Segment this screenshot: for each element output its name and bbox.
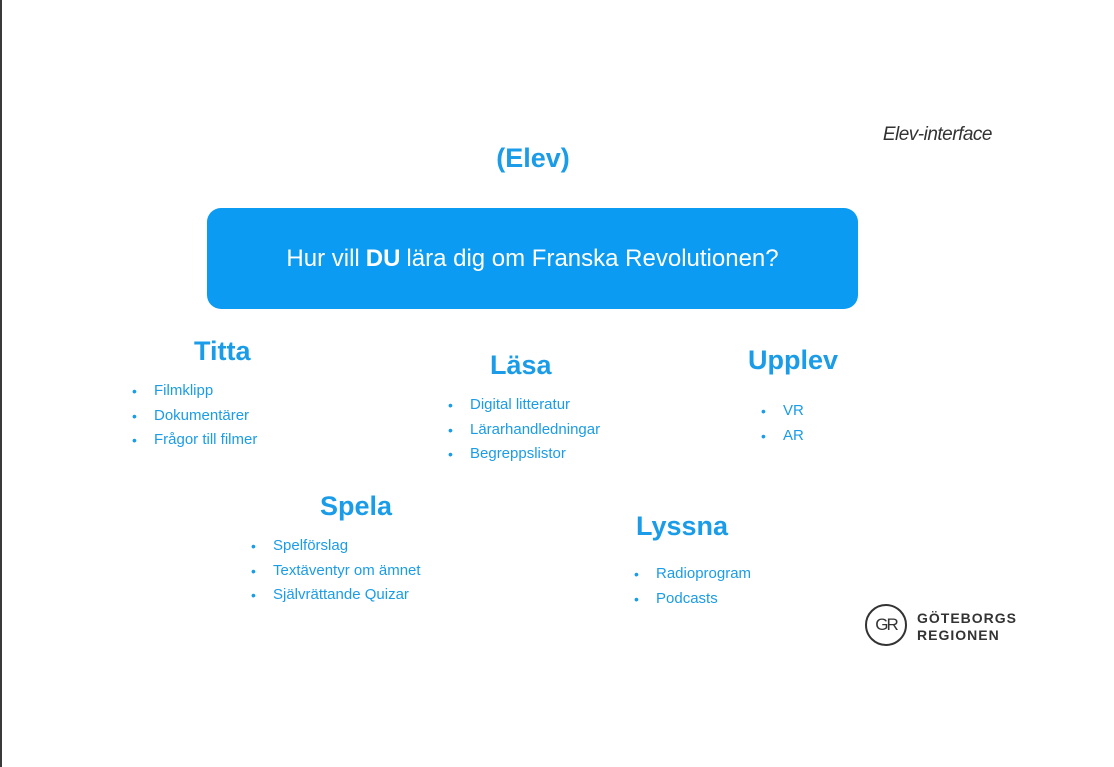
group-list-upplev: [761, 399, 804, 448]
group-list-spela: [251, 534, 421, 608]
role-label: (Elev): [496, 143, 570, 173]
list-item[interactable]: • Podcasts: [634, 587, 751, 612]
list-item[interactable]: • Filmklipp: [132, 379, 257, 404]
list-item[interactable]: • Dokumentärer: [132, 404, 257, 429]
banner-text-before: Hur vill: [286, 244, 360, 272]
group-heading-spela[interactable]: Spela: [320, 491, 393, 521]
list-item[interactable]: • Lärarhandledningar: [448, 418, 600, 443]
list-item[interactable]: • AR: [761, 424, 804, 449]
logo-line-2: REGIONEN: [917, 627, 1000, 643]
list-item[interactable]: • Spelförslag: [251, 534, 421, 559]
list-item[interactable]: • Frågor till filmer: [132, 428, 257, 453]
group-heading-upplev[interactable]: Upplev: [748, 345, 839, 375]
logo-line-1: GÖTEBORGS: [917, 610, 1018, 626]
list-item[interactable]: • Textäventyr om ämnet: [251, 559, 421, 584]
group-list-lyssna: [634, 562, 751, 611]
page-caption: Elev-interface: [882, 124, 992, 145]
list-item[interactable]: • Radioprogram: [634, 562, 751, 587]
group-heading-lyssna[interactable]: Lyssna: [636, 511, 729, 541]
list-item[interactable]: • VR: [761, 399, 804, 424]
banner-text-after: lära dig om Franska Revolutionen?: [406, 244, 779, 272]
group-heading-lasa[interactable]: Läsa: [490, 350, 552, 380]
left-border: [0, 0, 2, 767]
list-item[interactable]: • Självrättande Quizar: [251, 583, 421, 608]
question-banner: [207, 208, 858, 309]
logo-text: [917, 610, 1017, 644]
group-list-lasa: [448, 393, 600, 467]
banner-emphasis: DU: [365, 244, 401, 272]
list-item[interactable]: • Begreppslistor: [448, 442, 600, 467]
goteborgsregionen-logo: [865, 604, 1018, 650]
gr-logo-icon: GR: [865, 604, 907, 646]
group-heading-titta[interactable]: Titta: [194, 336, 251, 366]
group-list-titta: [132, 379, 257, 453]
list-item[interactable]: • Digital litteratur: [448, 393, 600, 418]
